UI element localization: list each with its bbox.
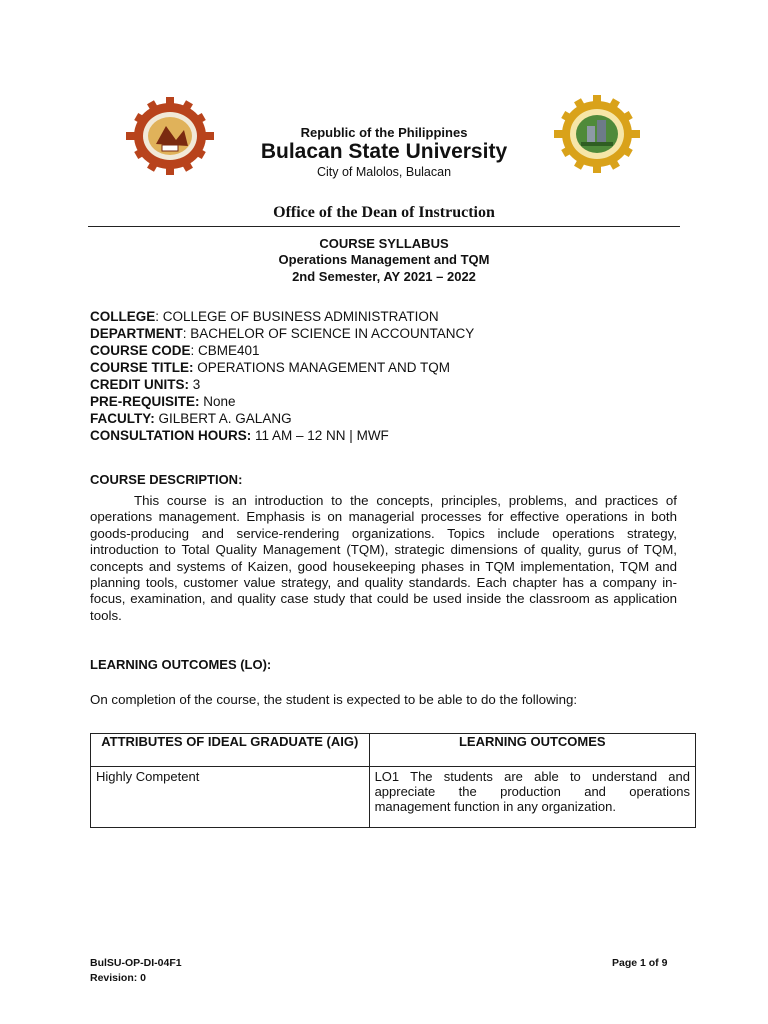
header-divider <box>88 226 680 227</box>
info-credit-units: CREDIT UNITS: 3 <box>90 377 201 392</box>
page-number: Page 1 of 9 <box>612 957 668 969</box>
info-prerequisite: PRE-REQUISITE: None <box>90 394 236 409</box>
table-header-aig: ATTRIBUTES OF IDEAL GRADUATE (AIG) <box>91 734 370 767</box>
course-name-heading: Operations Management and TQM <box>278 252 490 267</box>
info-college: COLLEGE: COLLEGE OF BUSINESS ADMINISTRATION <box>90 309 439 324</box>
revision-number: Revision: 0 <box>90 972 147 984</box>
table-row <box>91 767 696 828</box>
table-cell-aig: Highly Competent <box>91 767 370 828</box>
info-department: DEPARTMENT: BACHELOR OF SCIENCE IN ACCOUNTANCY <box>90 326 475 341</box>
info-course-code: COURSE CODE: CBME401 <box>90 343 260 358</box>
course-description-text: This course is an introduction to the concepts, principles, problems, and practices of operations management. Emphasis is on managerial processes for effective operations in both goods-producing and service-rendering organizations. Topics include operations strategy, introduction to Total Quality Management (TQM), strategic dimensions of quality, gurus of TQM, concepts and systems of Kaizen, good housekeeping phases in TQM implementation, TQM and planning tools, customer value strategy, and quality standards. Each chapter has a company in-focus, examination, and quality case study that could be used inside the classroom as application tools. <box>90 493 677 623</box>
info-faculty: FACULTY: GILBERT A. GALANG <box>90 411 292 426</box>
university-location: City of Malolos, Bulacan <box>316 165 452 179</box>
document-code: BulSU-OP-DI-04F1 <box>90 957 182 969</box>
course-info-block <box>90 308 690 444</box>
info-course-title: COURSE TITLE: OPERATIONS MANAGEMENT AND TQM <box>90 360 451 375</box>
syllabus-title: COURSE SYLLABUS <box>319 236 449 251</box>
republic-heading: Republic of the Philippines <box>300 125 468 140</box>
table-header-row <box>91 734 696 767</box>
learning-outcomes-table <box>90 733 696 828</box>
semester-heading: 2nd Semester, AY 2021 – 2022 <box>292 269 476 284</box>
table-header-learning-outcomes: LEARNING OUTCOMES <box>369 734 695 767</box>
table-cell-learning-outcome: LO1 The students are able to understand and appreciate the production and operations management function in any organization. <box>369 767 695 828</box>
info-consultation-hours: CONSULTATION HOURS: 11 AM – 12 NN | MWF <box>90 428 389 443</box>
university-name: Bulacan State University <box>260 140 508 163</box>
learning-outcomes-intro: On completion of the course, the student is expected to be able to do the following: <box>90 692 578 707</box>
course-description-heading: COURSE DESCRIPTION: <box>90 472 243 487</box>
office-title: Office of the Dean of Instruction <box>273 204 495 221</box>
learning-outcomes-heading: LEARNING OUTCOMES (LO): <box>90 657 272 672</box>
